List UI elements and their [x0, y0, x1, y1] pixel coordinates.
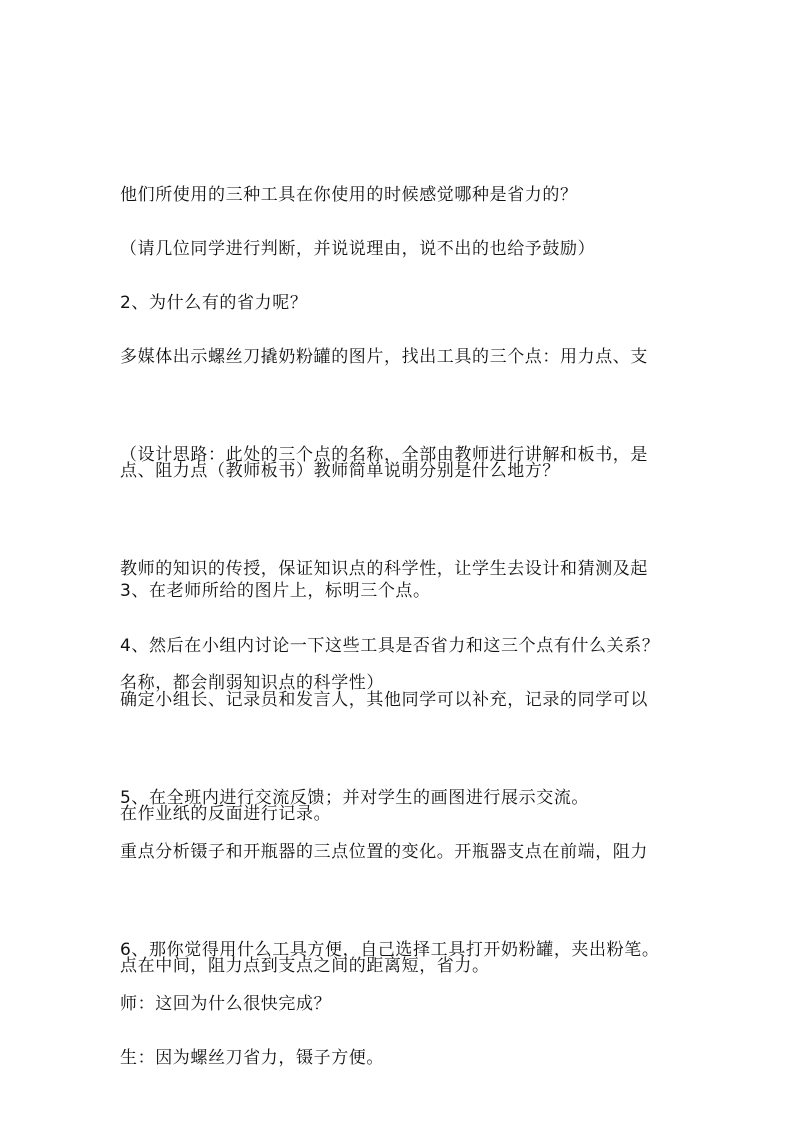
text-line: 4、然后在小组内讨论一下这些工具是否省力和这三个点有什么关系？ [120, 636, 660, 656]
text-line: （设计思路：此处的三个点的名称，全部由教师进行讲解和板书，是 [120, 445, 648, 465]
text-line: 重点分析镊子和开瓶器的三点位置的变化。开瓶器支点在前端，阻力 [120, 842, 648, 862]
text-line: 3、在老师所给的图片上，标明三个点。 [120, 581, 431, 601]
text-line: 多媒体出示螺丝刀撬奶粉罐的图片，找出工具的三个点：用力点、支 [120, 347, 648, 367]
text-line: 他们所使用的三种工具在你使用的时候感觉哪种是省力的？ [120, 185, 578, 205]
text-line: 6、那你觉得用什么工具方便，自己选择工具打开奶粉罐，夹出粉笔。 [120, 940, 660, 960]
text-line: 在作业纸的反面进行记录。 [120, 804, 332, 824]
text-line: 教师的知识的传授，保证知识点的科学性，让学生去设计和猜测及起 [120, 559, 648, 579]
text-line: 师：这回为什么很快完成？ [120, 994, 332, 1014]
text-line: 5、在全班内进行交流反馈；并对学生的画图进行展示交流。 [120, 788, 590, 808]
text-line: 名称，都会削弱知识点的科学性） [120, 673, 384, 693]
text-line: 2、为什么有的省力呢？ [120, 293, 308, 313]
text-line: （请几位同学进行判断，并说说理由，说不出的也给予鼓励） [120, 239, 596, 259]
text-line: 生：因为螺丝刀省力，镊子方便。 [120, 1048, 384, 1068]
text-line: 点、阻力点（教师板书）教师简单说明分别是什么地方？ [120, 461, 560, 481]
text-line: 确定小组长、记录员和发言人，其他同学可以补充，记录的同学可以 [120, 690, 648, 710]
text-line: 点在中间，阻力点到支点之间的距离短，省力。 [120, 956, 490, 976]
paragraph-student-answer [120, 963, 700, 1123]
